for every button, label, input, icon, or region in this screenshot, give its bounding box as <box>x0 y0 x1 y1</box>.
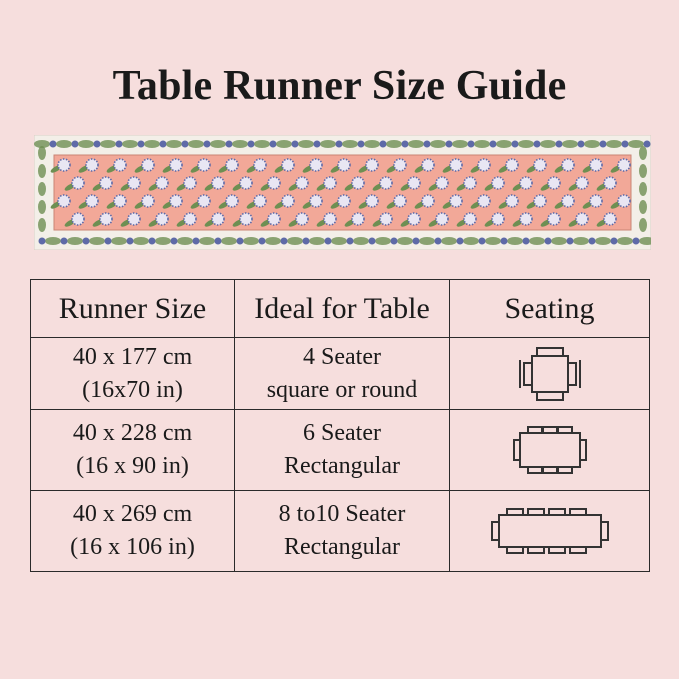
table-shape: Rectangular <box>284 534 400 560</box>
ideal-table-cell <box>235 338 450 410</box>
table-row <box>31 491 650 572</box>
table-row <box>31 410 650 491</box>
runner-size-cell <box>31 491 235 572</box>
size-guide-table <box>30 279 650 572</box>
eight-to-ten-seater-table-icon <box>490 506 610 556</box>
size-cm: 40 x 228 cm <box>72 420 193 446</box>
six-seater-table-icon <box>513 424 587 476</box>
size-in: (16x70 in) <box>82 376 183 403</box>
size-cm: 40 x 177 cm <box>72 343 193 370</box>
seater-count: 6 Seater <box>303 420 381 446</box>
seating-cell <box>450 410 650 491</box>
seating-cell <box>450 491 650 572</box>
table-runner-image <box>34 135 651 250</box>
header-seating: Seating <box>450 280 650 338</box>
table-shape: Rectangular <box>284 453 400 479</box>
seater-count: 4 Seater <box>303 343 381 370</box>
table-row <box>31 338 650 410</box>
seater-count: 8 to10 Seater <box>278 501 406 527</box>
page-title: Table Runner Size Guide <box>112 63 567 109</box>
size-in: (16 x 106 in) <box>70 534 195 560</box>
ideal-table-cell <box>235 410 450 491</box>
ideal-table-cell <box>235 491 450 572</box>
header-ideal-for-table: Ideal for Table <box>235 280 450 338</box>
table-shape: square or round <box>266 376 418 403</box>
seating-cell <box>450 338 650 410</box>
runner-size-cell <box>31 338 235 410</box>
four-seater-table-icon <box>515 345 585 403</box>
size-in: (16 x 90 in) <box>76 453 189 479</box>
table-header-row <box>31 280 650 338</box>
header-runner-size: Runner Size <box>31 280 235 338</box>
runner-size-cell <box>31 410 235 491</box>
size-cm: 40 x 269 cm <box>72 501 193 527</box>
table-runner-illustration <box>34 135 651 250</box>
